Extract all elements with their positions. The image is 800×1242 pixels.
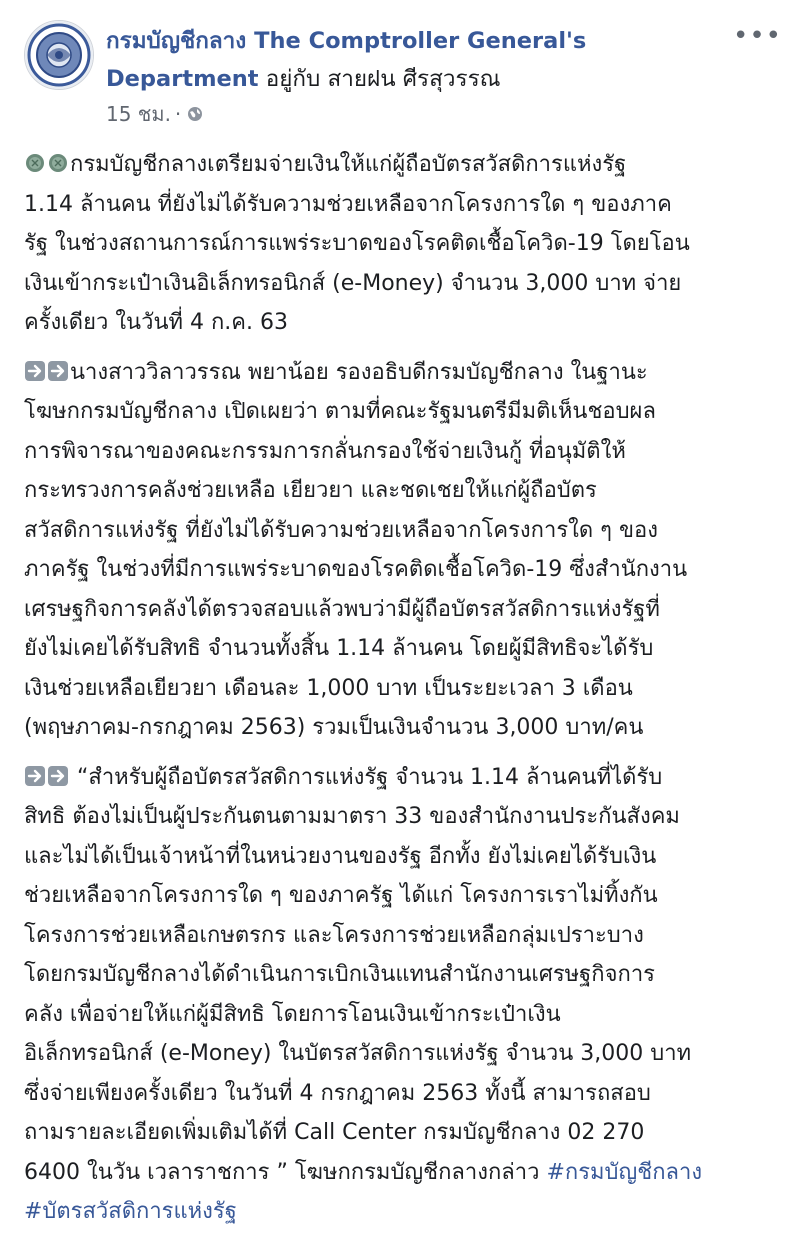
paragraph-1-text: กรมบัญชีกลางเตรียมจ่ายเงินให้แก่ผู้ถือบัตรสวัสดิการแห่งรัฐ 1.14 ล้านคน ที่ยังไม่ได้รับความช่วยเหลือจากโครงการใด ๆ ของภาค รัฐ ในช่วงสถานการณ์การแพร่ระบาดของโรคติดเชื้อโควิด-19 โดยโอน เงินเข้ากระเป๋าเงินอิเล็กทรอนิกส์ (e-Money) จำนวน 3,000 บาท จ่าย ครั้งเดียว ในวันที่ 4 ก.ค. 63 (24, 152, 690, 335)
post-timestamp[interactable]: 15 ชม. (106, 102, 171, 126)
arrow-right-emoji-icon (47, 360, 69, 382)
post-body (24, 145, 784, 1242)
coin-emoji-icon (47, 152, 69, 174)
author-line (106, 22, 746, 98)
page-name-link[interactable]: กรมบัญชีกลาง The Comptroller General's Department (106, 28, 587, 92)
tagged-person-link[interactable]: สายฝน ศีรสุวรรณ (327, 66, 501, 92)
post-header (0, 0, 800, 140)
paragraph-2-text: นางสาววิลาวรรณ พยาน้อย รองอธิบดีกรมบัญชีกลาง ในฐานะ โฆษกกรมบัญชีกลาง เปิดเผยว่า ตามที่คณะรัฐมนตรีมีมติเห็นชอบผล การพิจารณาของคณะกรรมการกลั่นกรองใช้จ่ายเงินกู้ ที่อนุมัติให้ กระทรวงการคลังช่วยเหลือ เยียวยา และชดเชยให้แก่ผู้ถือบัตร สวัสดิการแห่งรัฐ ที่ยังไม่ได้รับความช่วยเหลือจากโครงการใด ๆ ของ ภาครัฐ ในช่วงที่มีการแพร่ระบาดของโรคติดเชื้อโควิด-19 ซึ่งสำนักงาน เศรษฐกิจการคลังได้ตรวจสอบแล้วพบว่ามีผู้ถือบัตรสวัสดิการแห่งรัฐที่ ยังไม่เคยได้รับสิทธิ จำนวนทั้งสิ้น 1.14 ล้านคน โดยผู้มีสิทธิจะได้รับ เงินช่วยเหลือเยียวยา เดือนละ 1,000 บาท เป็นระยะเวลา 3 เดือน (พฤษภาคม-กรกฎาคม 2563) รวมเป็นเงินจำนวน 3,000 บาท/คน (24, 359, 688, 740)
paragraph-3 (24, 758, 784, 1232)
paragraph-2 (24, 353, 784, 748)
meta-separator: · (174, 102, 182, 126)
more-options-icon[interactable]: ••• (732, 21, 782, 51)
coin-emoji-icon (24, 152, 46, 174)
globe-icon[interactable] (187, 106, 203, 122)
arrow-right-emoji-icon (24, 765, 46, 787)
with-text: อยู่กับ (265, 66, 321, 92)
hashtag-link[interactable]: #บัตรสวัสดิการแห่งรัฐ (24, 1199, 237, 1224)
page-avatar[interactable] (24, 20, 94, 90)
seal-logo-icon (25, 21, 93, 89)
arrow-right-emoji-icon (47, 765, 69, 787)
hashtag-link[interactable]: #กรมบัญชีกลาง (546, 1159, 703, 1185)
paragraph-3-text: “สำหรับผู้ถือบัตรสวัสดิการแห่งรัฐ จำนวน 1.14 ล้านคนที่ได้รับ สิทธิ ต้องไม่เป็นผู้ประกันตนตามมาตรา 33 ของสำนักงานประกันสังคม และไม่ได้เป็นเจ้าหน้าที่ในหน่วยงานของรัฐ อีกทั้ง ยังไม่เคยได้รับเงิน ช่วยเหลือจากโครงการใด ๆ ของภาครัฐ ได้แก่ โครงการเราไม่ทิ้งกัน โครงการช่วยเหลือเกษตรกร และโครงการช่วยเหลือกลุ่มเปราะบาง โดยกรมบัญชีกลางได้ดำเนินการเบิกเงินแทนสำนักงานเศรษฐกิจการ คลัง เพื่อจ่ายให้แก่ผู้มีสิทธิ โดยการโอนเงินเข้ากระเป๋าเงิน อิเล็กทรอนิกส์ (e-Money) ในบัตรสวัสดิการแห่งรัฐ จำนวน 3,000 บาท ซึ่งจ่ายเพียงครั้งเดียว ในวันที่ 4 กรกฎาคม 2563 ทั้งนี้ สามารถสอบ ถามรายละเอียดเพิ่มเติมได้ที่ Call Center กรมบัญชีกลาง 02 270 6400 ในวัน เวลาราชการ ” โฆษกกรมบัญชีกลางกล่าว (24, 764, 692, 1185)
paragraph-1 (24, 145, 784, 343)
arrow-right-emoji-icon (24, 360, 46, 382)
post-meta (106, 100, 203, 128)
